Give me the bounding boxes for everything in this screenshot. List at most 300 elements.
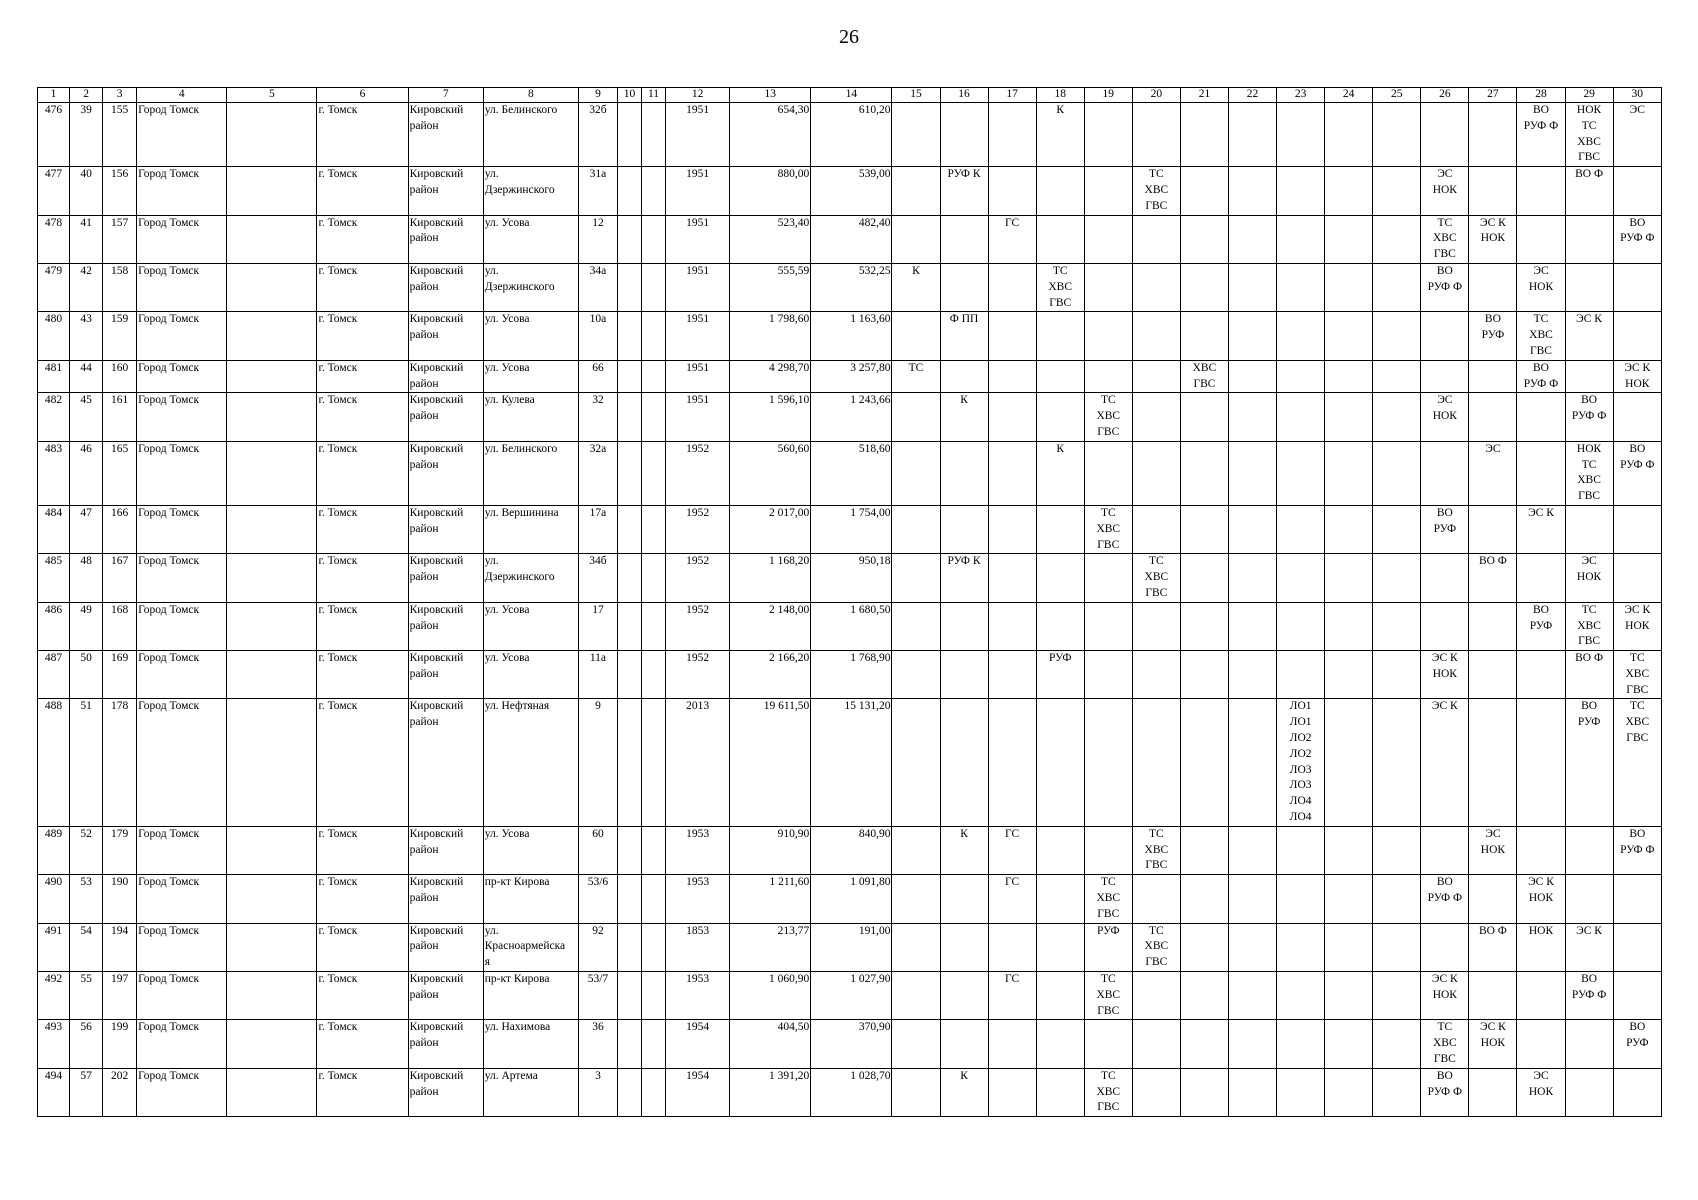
table-cell: Город Томск	[137, 602, 227, 650]
table-cell: 1853	[666, 923, 730, 971]
table-cell	[892, 602, 940, 650]
table-cell: ВО РУФ Ф	[1517, 360, 1565, 393]
table-cell: 43	[70, 312, 103, 360]
table-cell	[1180, 651, 1228, 699]
table-cell	[642, 923, 666, 971]
table-cell: 1 680,50	[811, 602, 892, 650]
table-cell	[1132, 393, 1180, 441]
table-cell: г. Томск	[317, 441, 408, 505]
table-cell: 159	[103, 312, 137, 360]
table-cell: 492	[38, 972, 70, 1020]
table-row	[38, 167, 1662, 215]
table-cell	[1373, 875, 1421, 923]
table-cell	[1325, 167, 1373, 215]
table-cell: ВО РУФ	[1469, 312, 1517, 360]
table-cell	[988, 167, 1036, 215]
table-cell	[1036, 875, 1084, 923]
table-cell	[1373, 1068, 1421, 1116]
table-cell	[617, 167, 641, 215]
table-cell	[1469, 602, 1517, 650]
table-cell	[1517, 441, 1565, 505]
table-cell	[1325, 263, 1373, 311]
table-cell: 478	[38, 215, 70, 263]
table-cell	[1373, 651, 1421, 699]
table-cell	[1180, 312, 1228, 360]
table-cell: 487	[38, 651, 70, 699]
table-cell	[1036, 312, 1084, 360]
table-cell: г. Томск	[317, 826, 408, 874]
table-cell: 370,90	[811, 1020, 892, 1068]
table-cell	[1132, 1020, 1180, 1068]
table-cell	[1517, 651, 1565, 699]
table-cell	[1036, 1068, 1084, 1116]
table-cell: ТС ХВС ГВС	[1132, 826, 1180, 874]
table-cell: 484	[38, 505, 70, 553]
table-cell: 2013	[666, 699, 730, 826]
table-cell: ул. Усова	[483, 312, 578, 360]
table-cell: ТС ХВС ГВС	[1132, 554, 1180, 602]
table-cell	[227, 602, 317, 650]
table-cell	[1325, 1068, 1373, 1116]
table-cell: 480	[38, 312, 70, 360]
table-cell: ВО РУФ Ф	[1421, 1068, 1469, 1116]
table-cell	[1517, 826, 1565, 874]
table-cell: 161	[103, 393, 137, 441]
column-header: 7	[408, 88, 483, 103]
table-cell: 532,25	[811, 263, 892, 311]
table-cell: ЭС К НОК	[1469, 215, 1517, 263]
table-cell: 1953	[666, 972, 730, 1020]
table-row	[38, 923, 1662, 971]
table-cell	[1277, 1020, 1325, 1068]
table-cell	[642, 167, 666, 215]
table-cell: 15 131,20	[811, 699, 892, 826]
table-cell	[617, 441, 641, 505]
table-cell	[1132, 215, 1180, 263]
register-table	[37, 87, 1662, 1117]
table-cell	[1325, 972, 1373, 1020]
table-cell	[1421, 312, 1469, 360]
table-cell	[940, 360, 988, 393]
table-cell	[1036, 1020, 1084, 1068]
table-cell	[1132, 875, 1180, 923]
table-cell	[1325, 360, 1373, 393]
table-cell	[617, 505, 641, 553]
table-cell: ТС ХВС ГВС	[1613, 699, 1661, 826]
table-cell: ул. Белинского	[483, 441, 578, 505]
table-cell: г. Томск	[317, 651, 408, 699]
table-cell	[1228, 103, 1276, 167]
table-cell: Кировский район	[408, 215, 483, 263]
table-cell	[1228, 215, 1276, 263]
table-cell	[1228, 441, 1276, 505]
table-cell	[1036, 505, 1084, 553]
table-cell	[1228, 167, 1276, 215]
table-cell	[940, 923, 988, 971]
table-cell	[1084, 263, 1132, 311]
table-cell	[988, 441, 1036, 505]
table-cell	[1132, 1068, 1180, 1116]
table-cell	[1421, 103, 1469, 167]
table-cell: К	[940, 826, 988, 874]
table-row	[38, 215, 1662, 263]
table-cell: 910,90	[730, 826, 811, 874]
table-row	[38, 441, 1662, 505]
table-cell	[642, 1068, 666, 1116]
table-cell	[1277, 167, 1325, 215]
table-cell	[1277, 923, 1325, 971]
table-header	[38, 88, 1662, 103]
table-cell	[1277, 1068, 1325, 1116]
table-cell: Кировский район	[408, 360, 483, 393]
table-cell	[988, 263, 1036, 311]
table-cell: Кировский район	[408, 554, 483, 602]
table-cell	[892, 972, 940, 1020]
table-cell	[1277, 360, 1325, 393]
table-cell	[1565, 263, 1613, 311]
table-cell	[1373, 505, 1421, 553]
table-cell: К	[940, 1068, 988, 1116]
column-header: 9	[578, 88, 617, 103]
table-cell	[1036, 215, 1084, 263]
table-cell: г. Томск	[317, 1020, 408, 1068]
table-cell	[227, 393, 317, 441]
table-cell: 60	[578, 826, 617, 874]
table-cell	[617, 972, 641, 1020]
table-cell: 167	[103, 554, 137, 602]
column-header: 2	[70, 88, 103, 103]
table-cell	[1084, 651, 1132, 699]
table-cell: г. Томск	[317, 215, 408, 263]
table-cell	[1277, 972, 1325, 1020]
table-cell	[1565, 1020, 1613, 1068]
table-cell	[617, 393, 641, 441]
table-cell: 42	[70, 263, 103, 311]
table-cell	[1469, 263, 1517, 311]
table-cell	[1373, 103, 1421, 167]
table-cell: 32	[578, 393, 617, 441]
table-cell: 482,40	[811, 215, 892, 263]
table-cell	[1228, 312, 1276, 360]
table-cell	[1469, 972, 1517, 1020]
table-cell: г. Томск	[317, 312, 408, 360]
table-cell	[617, 875, 641, 923]
table-cell	[1084, 699, 1132, 826]
table-cell: 483	[38, 441, 70, 505]
table-cell: г. Томск	[317, 103, 408, 167]
table-cell: ЭС К НОК	[1421, 972, 1469, 1020]
table-cell: 48	[70, 554, 103, 602]
table-cell	[1613, 393, 1661, 441]
column-header: 15	[892, 88, 940, 103]
table-cell	[1373, 360, 1421, 393]
table-cell	[1132, 699, 1180, 826]
table-cell	[1469, 651, 1517, 699]
table-cell	[642, 263, 666, 311]
table-cell: ВО Ф	[1469, 554, 1517, 602]
table-cell: ул. Усова	[483, 602, 578, 650]
table-cell: 165	[103, 441, 137, 505]
column-header: 30	[1613, 88, 1661, 103]
table-cell	[617, 215, 641, 263]
table-cell: ТС ХВС ГВС	[1421, 215, 1469, 263]
table-cell: г. Томск	[317, 923, 408, 971]
table-cell	[1517, 554, 1565, 602]
table-cell	[988, 360, 1036, 393]
table-cell: Кировский район	[408, 393, 483, 441]
header-row	[38, 88, 1662, 103]
table-cell	[1325, 505, 1373, 553]
table-cell	[227, 554, 317, 602]
table-cell	[1373, 312, 1421, 360]
table-cell: Кировский район	[408, 167, 483, 215]
table-cell: ВО РУФ Ф	[1517, 103, 1565, 167]
table-cell	[1373, 393, 1421, 441]
table-cell: Кировский район	[408, 263, 483, 311]
table-cell	[1325, 554, 1373, 602]
table-cell: ТС ХВС ГВС	[1036, 263, 1084, 311]
table-cell: 160	[103, 360, 137, 393]
table-cell: ТС ХВС ГВС	[1132, 923, 1180, 971]
column-header: 22	[1228, 88, 1276, 103]
table-cell	[1228, 602, 1276, 650]
table-cell: Кировский район	[408, 923, 483, 971]
table-cell	[892, 167, 940, 215]
table-cell: Город Томск	[137, 651, 227, 699]
table-cell	[988, 1020, 1036, 1068]
table-cell: 1951	[666, 215, 730, 263]
table-cell	[1228, 923, 1276, 971]
table-cell: 36	[578, 1020, 617, 1068]
column-header: 5	[227, 88, 317, 103]
table-cell: 488	[38, 699, 70, 826]
table-cell	[1421, 826, 1469, 874]
table-cell: ТС ХВС ГВС	[1084, 505, 1132, 553]
table-cell: 1 596,10	[730, 393, 811, 441]
table-cell: 485	[38, 554, 70, 602]
table-cell	[1228, 651, 1276, 699]
table-cell	[1036, 826, 1084, 874]
table-cell	[1325, 103, 1373, 167]
table-cell	[1036, 360, 1084, 393]
table-cell	[940, 699, 988, 826]
column-header: 16	[940, 88, 988, 103]
table-cell	[642, 505, 666, 553]
table-cell	[617, 651, 641, 699]
table-cell: ВО РУФ	[1565, 699, 1613, 826]
table-cell: ВО РУФ Ф	[1565, 393, 1613, 441]
table-cell: ВО РУФ Ф	[1565, 972, 1613, 1020]
column-header: 3	[103, 88, 137, 103]
table-cell	[1469, 393, 1517, 441]
table-cell: Кировский район	[408, 651, 483, 699]
table-cell	[1565, 505, 1613, 553]
table-cell: ВО РУФ	[1613, 1020, 1661, 1068]
table-cell	[988, 312, 1036, 360]
table-cell	[1565, 1068, 1613, 1116]
table-row	[38, 1068, 1662, 1116]
table-cell	[1132, 103, 1180, 167]
table-cell: 481	[38, 360, 70, 393]
table-cell: 53/7	[578, 972, 617, 1020]
column-header: 29	[1565, 88, 1613, 103]
table-cell: 523,40	[730, 215, 811, 263]
table-cell	[1613, 554, 1661, 602]
table-cell: Город Томск	[137, 875, 227, 923]
table-cell: ТС ХВС ГВС	[1084, 393, 1132, 441]
table-cell	[940, 972, 988, 1020]
table-row	[38, 103, 1662, 167]
table-cell	[892, 1068, 940, 1116]
table-cell: ул. Усова	[483, 651, 578, 699]
table-cell: г. Томск	[317, 602, 408, 650]
table-cell: РУФ	[1084, 923, 1132, 971]
table-cell: 1 391,20	[730, 1068, 811, 1116]
table-cell: ТС ХВС ГВС	[1084, 875, 1132, 923]
table-cell: ул. Дзержинского	[483, 554, 578, 602]
table-cell	[227, 263, 317, 311]
table-row	[38, 263, 1662, 311]
table-cell: 3	[578, 1068, 617, 1116]
table-cell: 53	[70, 875, 103, 923]
table-cell	[1084, 826, 1132, 874]
table-cell: ул. Усова	[483, 826, 578, 874]
table-cell: Кировский район	[408, 875, 483, 923]
table-cell	[1325, 312, 1373, 360]
table-cell	[1325, 651, 1373, 699]
table-cell	[642, 651, 666, 699]
table-cell: 10а	[578, 312, 617, 360]
table-cell	[940, 103, 988, 167]
table-cell	[892, 651, 940, 699]
table-cell: 1951	[666, 103, 730, 167]
table-cell: 1 768,90	[811, 651, 892, 699]
table-cell	[1421, 360, 1469, 393]
table-cell	[892, 1020, 940, 1068]
table-cell: Город Томск	[137, 167, 227, 215]
table-cell: 17а	[578, 505, 617, 553]
table-cell: 404,50	[730, 1020, 811, 1068]
column-header: 4	[137, 88, 227, 103]
table-cell	[892, 699, 940, 826]
table-cell: 39	[70, 103, 103, 167]
table-cell: ВО РУФ	[1421, 505, 1469, 553]
table-cell: 1 798,60	[730, 312, 811, 360]
column-header: 19	[1084, 88, 1132, 103]
table-cell: Город Томск	[137, 360, 227, 393]
table-cell: Город Томск	[137, 826, 227, 874]
table-cell: 32а	[578, 441, 617, 505]
table-cell: 1951	[666, 263, 730, 311]
table-cell	[1132, 505, 1180, 553]
table-cell	[227, 215, 317, 263]
table-cell	[617, 1068, 641, 1116]
table-cell: ЭС НОК	[1517, 1068, 1565, 1116]
table-cell	[1325, 923, 1373, 971]
table-cell	[1180, 875, 1228, 923]
table-cell: Город Томск	[137, 1020, 227, 1068]
table-cell: ТС ХВС ГВС	[1565, 602, 1613, 650]
table-cell	[227, 505, 317, 553]
table-cell: ТС ХВС ГВС	[1517, 312, 1565, 360]
column-header: 11	[642, 88, 666, 103]
table-cell: ул. Артема	[483, 1068, 578, 1116]
table-cell: Город Томск	[137, 393, 227, 441]
table-cell: 158	[103, 263, 137, 311]
table-cell: 1 163,60	[811, 312, 892, 360]
table-row	[38, 875, 1662, 923]
table-cell: ТС ХВС ГВС	[1084, 1068, 1132, 1116]
table-cell	[1277, 393, 1325, 441]
table-cell	[1180, 393, 1228, 441]
table-cell	[1084, 441, 1132, 505]
table-cell	[988, 923, 1036, 971]
table-cell	[988, 699, 1036, 826]
table-cell: Город Томск	[137, 312, 227, 360]
table-cell	[1469, 505, 1517, 553]
table-cell	[642, 602, 666, 650]
table-cell: ЭС	[1613, 103, 1661, 167]
table-cell	[642, 699, 666, 826]
table-cell: 157	[103, 215, 137, 263]
table-cell	[1277, 312, 1325, 360]
table-cell: 40	[70, 167, 103, 215]
column-header: 12	[666, 88, 730, 103]
table-cell: 66	[578, 360, 617, 393]
table-cell: 1 168,20	[730, 554, 811, 602]
table-cell	[1277, 263, 1325, 311]
table-cell: 477	[38, 167, 70, 215]
table-cell: 840,90	[811, 826, 892, 874]
table-cell: Город Томск	[137, 441, 227, 505]
table-cell: 190	[103, 875, 137, 923]
table-cell: 489	[38, 826, 70, 874]
table-cell	[1421, 554, 1469, 602]
table-cell	[1517, 167, 1565, 215]
table-cell	[1036, 923, 1084, 971]
column-header: 23	[1277, 88, 1325, 103]
table-cell	[1277, 103, 1325, 167]
table-cell	[1180, 699, 1228, 826]
table-cell	[988, 554, 1036, 602]
table-cell	[940, 215, 988, 263]
column-header: 28	[1517, 88, 1565, 103]
table-cell: г. Томск	[317, 554, 408, 602]
table-cell: ТС ХВС ГВС	[1421, 1020, 1469, 1068]
table-cell: 1 243,66	[811, 393, 892, 441]
table-row	[38, 972, 1662, 1020]
table-cell: 1953	[666, 826, 730, 874]
table-cell	[227, 441, 317, 505]
table-cell: 491	[38, 923, 70, 971]
table-cell: 4 298,70	[730, 360, 811, 393]
table-cell	[1180, 215, 1228, 263]
table-cell: 1951	[666, 167, 730, 215]
table-cell	[642, 312, 666, 360]
column-header: 18	[1036, 88, 1084, 103]
table-cell	[1517, 1020, 1565, 1068]
table-cell	[617, 923, 641, 971]
table-cell	[940, 441, 988, 505]
table-cell: Город Томск	[137, 923, 227, 971]
table-cell	[1613, 505, 1661, 553]
table-cell: Кировский район	[408, 699, 483, 826]
table-cell: 166	[103, 505, 137, 553]
table-cell	[1228, 699, 1276, 826]
table-cell	[642, 972, 666, 1020]
table-cell	[1373, 972, 1421, 1020]
table-cell: 194	[103, 923, 137, 971]
